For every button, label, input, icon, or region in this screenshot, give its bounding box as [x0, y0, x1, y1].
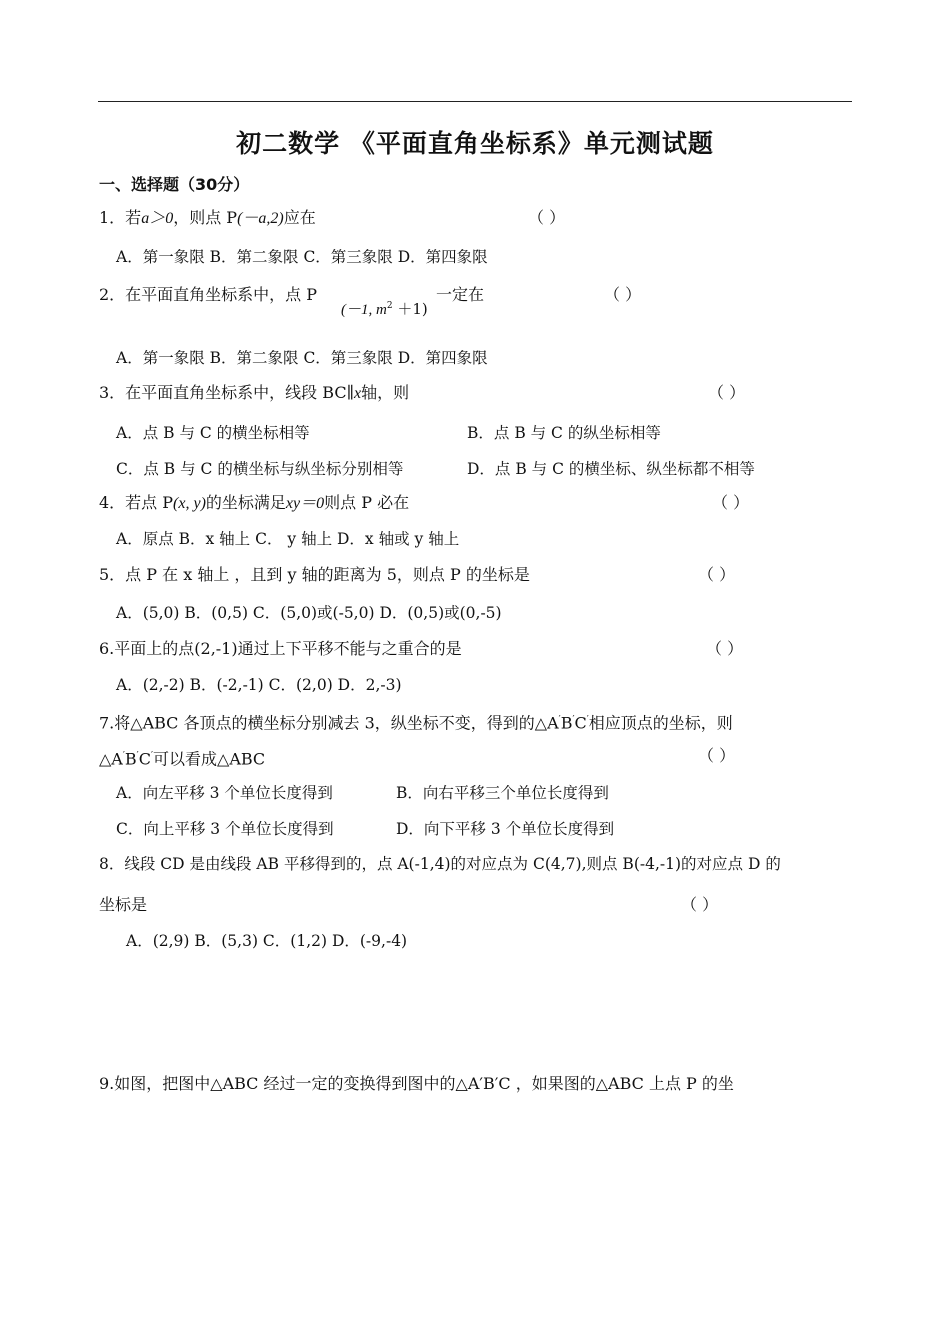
q2-point-tail: ＋1) — [392, 300, 428, 318]
q7-option-c: C．向上平移 3 个单位长度得到 — [116, 820, 334, 838]
q5-answer-paren: （ ） — [698, 565, 736, 584]
q6-options: A．(2,-2) B．(-2,-1) C．(2,0) D．2,-3) — [116, 676, 402, 694]
q7-letter-c: C — [138, 749, 151, 769]
q7-option-b: B．向右平移三个单位长度得到 — [396, 784, 609, 802]
question-5: 5．点 P 在 x 轴上 ，且到 y 轴的距离为 5，则点 P 的坐标是 — [99, 565, 530, 584]
q3-option-a: A．点 B 与 C 的横坐标相等 — [116, 424, 310, 442]
q2-point-exponent: 2 — [386, 301, 393, 311]
q3-option-d: D．点 B 与 C 的横坐标、纵坐标都不相等 — [467, 460, 755, 478]
q4-prefix: 4．若点 P — [99, 493, 174, 512]
q7-line1-prefix: 7.将△ABC 各顶点的横坐标分别减去 3，纵坐标不变，得到的△A — [99, 713, 559, 733]
q3-axis: x — [353, 385, 362, 402]
q3-suffix: 轴，则 — [361, 383, 410, 402]
q4-point: (x, y) — [173, 495, 206, 512]
q7-letter-b: B — [560, 713, 573, 733]
q3-option-c: C．点 B 与 C 的横坐标与纵坐标分别相等 — [116, 460, 404, 478]
question-7-line-2 — [99, 745, 265, 770]
question-7-line-1 — [99, 709, 733, 734]
q6-answer-paren: （ ） — [706, 639, 744, 658]
q7-line1-suffix: 相应顶点的坐标，则 — [588, 713, 733, 733]
question-1 — [99, 207, 316, 230]
q7-letter-c: C — [574, 713, 587, 733]
q1-middle: ，则点 P — [173, 208, 238, 227]
q7-option-a: A．向左平移 3 个单位长度得到 — [116, 784, 333, 802]
q7-line2-prefix: △A — [99, 749, 123, 769]
q7-prime: ′ — [572, 715, 575, 725]
q5-options: A．(5,0) B．(0,5) C．(5,0)或(-5,0) D．(0,5)或(0,-5) — [116, 604, 502, 622]
q4-options: A．原点 B．x 轴上 C． y 轴上 D．x 轴或 y 轴上 — [116, 530, 460, 548]
q4-suffix: 则点 P 必在 — [324, 493, 410, 512]
q3-text: 3．在平面直角坐标系中，线段 BC∥ — [99, 383, 354, 402]
q7-prime: ′ — [586, 715, 589, 725]
question-4 — [99, 492, 409, 515]
question-3 — [99, 382, 409, 405]
question-9: 9.如图，把图中△ABC 经过一定的变换得到图中的△A′B′C ，如果图的△ABC 上点 P 的坐 — [99, 1074, 734, 1093]
q1-point: (－a,2) — [237, 210, 284, 227]
q3-answer-paren: （ ） — [708, 383, 746, 402]
question-8-line-2: 坐标是 — [99, 895, 148, 914]
question-2 — [99, 284, 317, 306]
q2-point — [341, 298, 428, 319]
q7-prime: ′ — [136, 751, 139, 761]
q4-middle: 的坐标满足 — [205, 493, 286, 512]
q7-prime: ′ — [122, 751, 125, 761]
q7-prime: ′ — [558, 715, 561, 725]
q2-point-base: (－1, m — [341, 302, 387, 318]
q7-line2-suffix: 可以看成△ABC — [153, 749, 266, 769]
section-heading: 一、选择题（30分） — [99, 175, 250, 194]
q2-suffix: 一定在 — [436, 285, 485, 304]
q7-letter-b: B — [124, 749, 137, 769]
q4-answer-paren: （ ） — [712, 493, 750, 512]
q8-answer-paren: （ ） — [681, 895, 719, 914]
q7-prime: ′ — [150, 751, 154, 761]
q1-prefix: 1．若 — [99, 208, 142, 227]
q7-option-d: D．向下平移 3 个单位长度得到 — [396, 820, 615, 838]
question-6: 6.平面上的点(2,-1)通过上下平移不能与之重合的是 — [99, 639, 462, 658]
page-title: 初二数学 《平面直角坐标系》单元测试题 — [236, 129, 714, 158]
q7-answer-paren: （ ） — [698, 746, 736, 765]
q1-answer-paren: （ ） — [528, 208, 566, 227]
q2-answer-paren: （ ） — [604, 285, 642, 304]
question-8-line-1: 8．线段 CD 是由线段 AB 平移得到的，点 A(-1,4)的对应点为 C(4,7),则点 B(-4,-1)的对应点 D 的 — [99, 855, 781, 873]
q1-suffix: 应在 — [283, 208, 316, 227]
q3-option-b: B．点 B 与 C 的纵坐标相等 — [467, 424, 661, 442]
q1-options: A．第一象限 B．第二象限 C．第三象限 D．第四象限 — [116, 248, 488, 266]
header-rule — [98, 101, 852, 102]
q1-condition: a＞0 — [141, 210, 174, 227]
q2-options: A．第一象限 B．第二象限 C．第三象限 D．第四象限 — [116, 349, 488, 367]
q2-text: 2．在平面直角坐标系中，点 P — [99, 285, 318, 304]
q8-options: A．(2,9) B．(5,3) C．(1,2) D．(-9,-4) — [126, 932, 408, 950]
q4-condition: xy＝0 — [285, 495, 325, 512]
